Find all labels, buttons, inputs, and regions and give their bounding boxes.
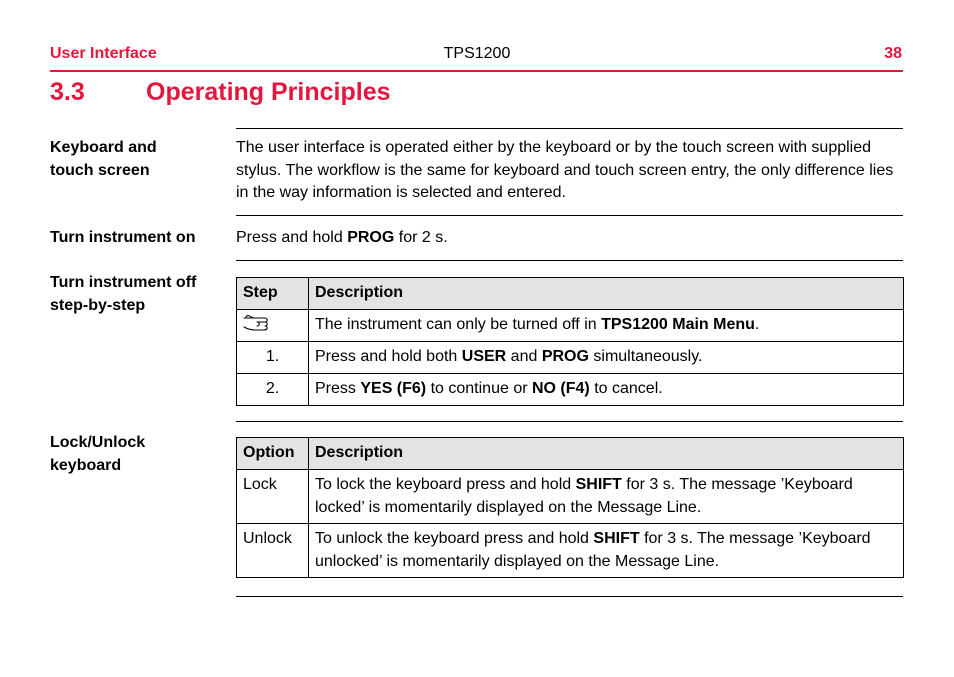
- section-rule: [236, 260, 903, 261]
- section-title: Operating Principles: [146, 78, 391, 106]
- text-run: Press and hold: [236, 229, 348, 246]
- key-name: NO (F4): [531, 380, 590, 397]
- step-number: 2.: [237, 374, 309, 406]
- text-run: for 2 s.: [394, 229, 448, 246]
- text-run: for 3 s. The message ’Keyboard locked’ is momentarily displayed on the Message Line.: [315, 476, 853, 516]
- option-name: Lock: [237, 470, 309, 524]
- side-label-line: Lock/Unlock: [50, 434, 146, 451]
- section-rule: [236, 215, 903, 216]
- turn-off-side-label: [50, 272, 230, 317]
- text-run: to continue or: [426, 380, 532, 397]
- side-label-line: keyboard: [50, 456, 122, 474]
- key-name: USER: [461, 348, 507, 365]
- header-rule: [50, 70, 903, 72]
- column-header-step: Step: [237, 278, 309, 310]
- text-run: .: [754, 316, 760, 333]
- text-run: for 3 s. The message ’Keyboard unlocked’ is momentarily displayed on the Message Line.: [315, 530, 871, 570]
- option-description: [309, 524, 904, 578]
- header-page-number: 38: [884, 45, 902, 62]
- option-name: Unlock: [237, 524, 309, 578]
- pointing-hand-icon: [243, 313, 279, 341]
- column-header-description: Description: [309, 438, 904, 470]
- turn-off-steps-table: [236, 277, 904, 406]
- text-run: and: [506, 348, 542, 365]
- side-label-line: Turn instrument off: [50, 274, 197, 291]
- key-name: PROG: [541, 348, 589, 365]
- table-header-row: [237, 278, 904, 310]
- key-name: SHIFT: [575, 476, 622, 493]
- turn-on-description: [236, 227, 906, 250]
- table-header-row: [237, 438, 904, 470]
- table-row-step: [237, 374, 904, 406]
- text-run: The instrument can only be turned off in: [315, 316, 602, 333]
- section-rule: [236, 128, 903, 129]
- column-header-option: Option: [237, 438, 309, 470]
- option-description: [309, 470, 904, 524]
- table-row-option: [237, 524, 904, 578]
- text-run: To unlock the keyboard press and hold: [315, 530, 594, 547]
- key-name: PROG: [347, 229, 395, 246]
- column-header-description: Description: [309, 278, 904, 310]
- turn-on-side-label: Turn instrument on: [50, 229, 196, 246]
- note-description: [309, 310, 904, 342]
- section-rule: [236, 596, 903, 597]
- text-run: to cancel.: [589, 380, 663, 397]
- lock-side-label: [50, 432, 230, 477]
- text-run: simultaneously.: [588, 348, 703, 365]
- table-row-step: [237, 342, 904, 374]
- keyboard-side-label: [50, 137, 230, 182]
- step-description: [309, 374, 904, 406]
- text-run: Press and hold both: [315, 348, 462, 365]
- note-icon-cell: [237, 310, 309, 342]
- table-row-note: [237, 310, 904, 342]
- text-run: Press: [315, 380, 361, 397]
- side-label-line: step-by-step: [50, 296, 146, 314]
- section-number: 3.3: [50, 78, 85, 106]
- keyboard-description: The user interface is operated either by the keyboard or by the touch screen with supplied stylus. The workflow is the same for keyboard and touch screen entry, the only difference lies in the way information is selected and entered.: [236, 139, 894, 201]
- side-label-line: Keyboard and: [50, 139, 157, 156]
- step-description: [309, 342, 904, 374]
- key-name: SHIFT: [593, 530, 640, 547]
- section-rule: [236, 421, 903, 422]
- menu-name: TPS1200 Main Menu: [601, 316, 755, 333]
- key-name: YES (F6): [360, 380, 427, 397]
- header-section-name: User Interface: [50, 45, 157, 62]
- text-run: To lock the keyboard press and hold: [315, 476, 576, 493]
- lock-options-table: [236, 437, 904, 578]
- step-number: 1.: [237, 342, 309, 374]
- table-row-option: [237, 470, 904, 524]
- side-label-line: touch screen: [50, 161, 150, 179]
- header-document-name: TPS1200: [443, 45, 511, 62]
